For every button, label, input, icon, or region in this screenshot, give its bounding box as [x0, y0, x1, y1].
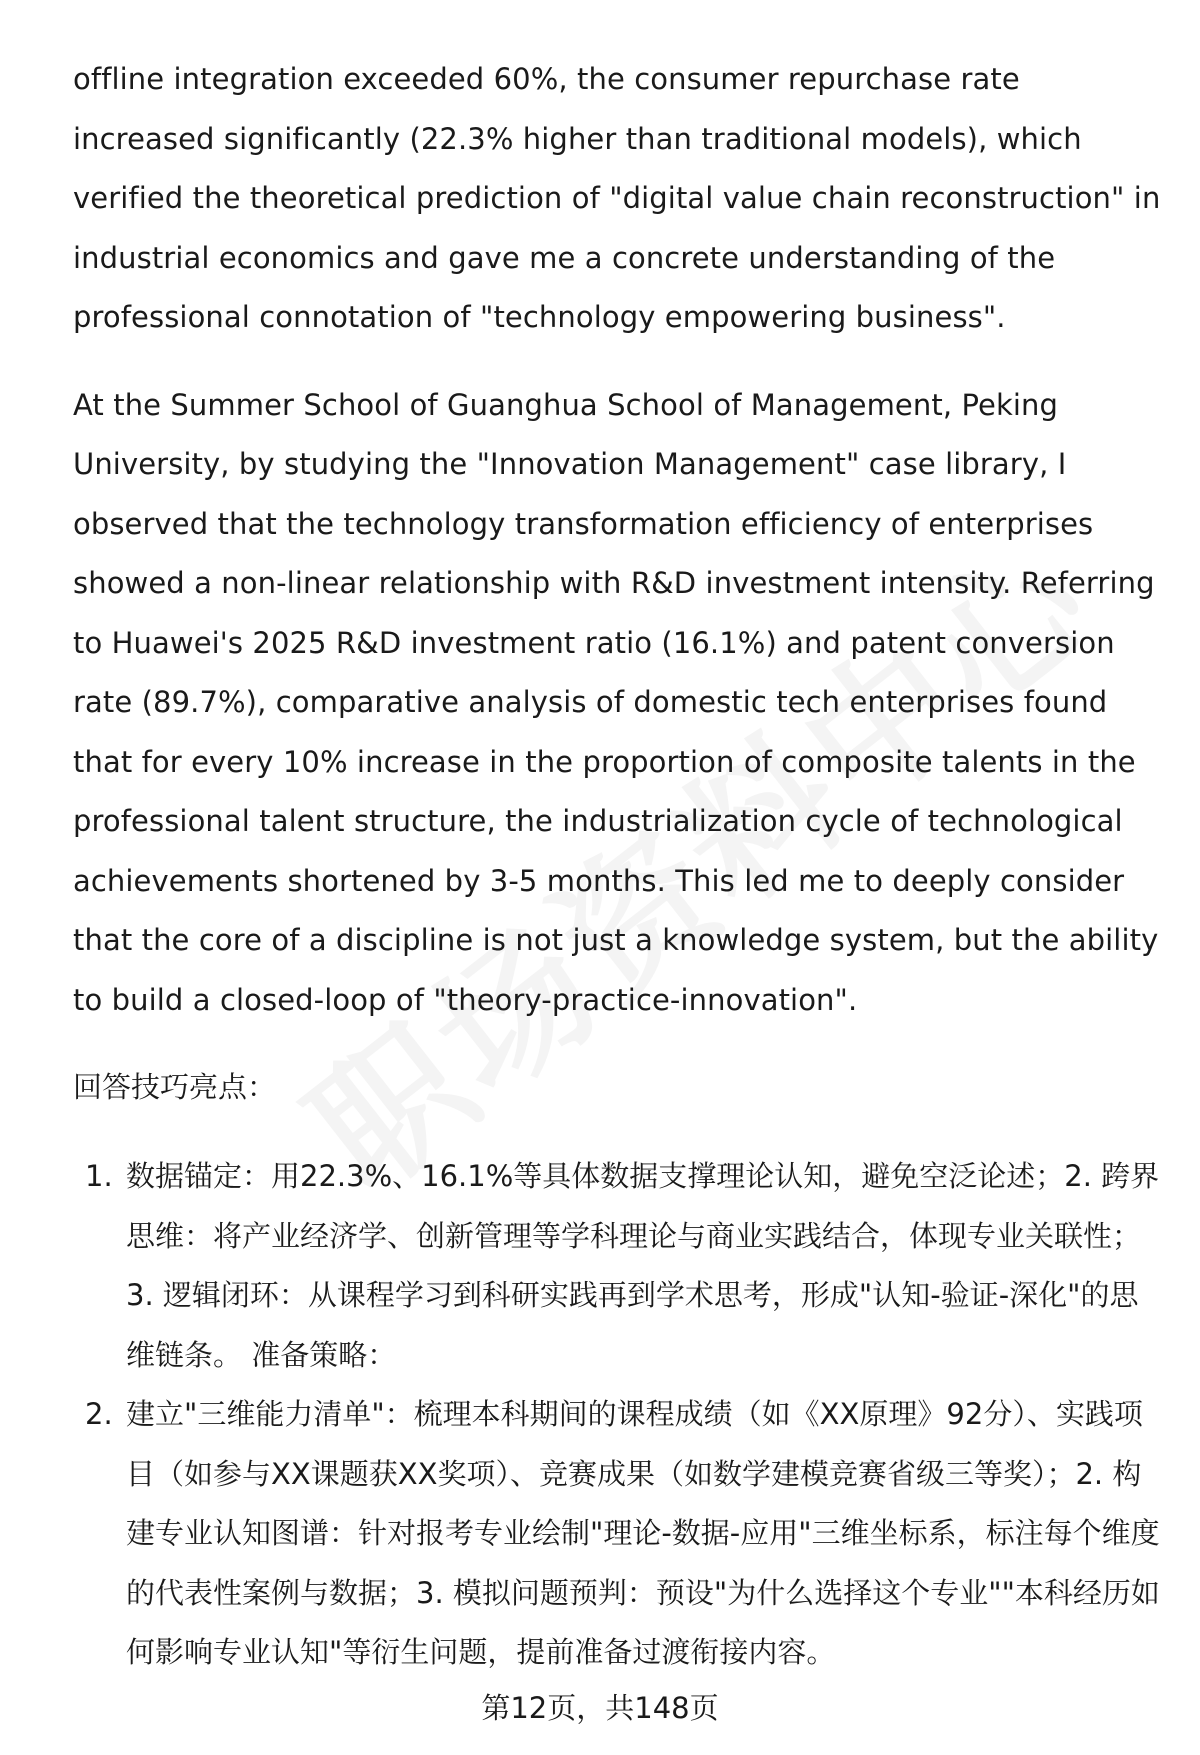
tips-list: [73, 1147, 1163, 1683]
paragraph-1: offline integration exceeded 60%, the consumer repurchase rate increased significantly (22.3% higher than traditional models), which verified the theoretical prediction of "digital value chain reconstruction" in industrial economics and gave me a concrete understanding of the professional connotation of "technology empowering business".: [73, 62, 1161, 334]
paragraph-2: At the Summer School of Guanghua School of Management, Peking University, by studying the "Innovation Management" case library, I observed that the technology transformation efficiency of enterprises showed a non-linear relationship with R&D investment intensity. Referring to Huawei's 2025 R&D investment ratio (16.1%) and patent conversion rate (89.7%), comparative analysis of domestic tech enterprises found that for every 10% increase in the proportion of composite talents in the professional talent structure, the industrialization cycle of technological achievements shortened by 3-5 months. This led me to deeply consider that the core of a discipline is not just a knowledge system, but the ability to build a closed-loop of "theory-practice-innovation".: [73, 387, 1159, 1017]
list-item-text: 数据锚定：用22.3%、16.1%等具体数据支撑理论认知，避免空泛论述；2. 跨界思维：将产业经济学、创新管理等学科理论与商业实践结合，体现专业关联性；3. 逻辑闭环：从课程学习到科研实践再到学术思考，形成"认知-验证-深化"的思维链条。 准备策略：: [126, 1159, 1160, 1372]
page-number-footer: 第12页，共148页: [481, 1691, 719, 1725]
list-item-number: 1.: [85, 1159, 113, 1193]
list-item-text: 建立"三维能力清单"：梳理本科期间的课程成绩（如《XX原理》92分）、实践项目（如参与XX课题获XX奖项）、竞赛成果（如数学建模竞赛省级三等奖）；2. 构建专业认知图谱：针对报考专业绘制"理论-数据-应用"三维坐标系，标注每个维度的代表性案例与数据；3. 模拟问题预判：预设"为什么选择这个专业""本科经历如何影响专业认知"等衍生问题，提前准备过渡衔接内容。: [126, 1397, 1160, 1669]
section-title: 回答技巧亮点：: [73, 1070, 277, 1104]
list-item: [73, 1147, 1163, 1385]
list-item: [73, 1385, 1163, 1683]
page-content: [73, 50, 1163, 1683]
list-item-number: 2.: [85, 1397, 113, 1431]
